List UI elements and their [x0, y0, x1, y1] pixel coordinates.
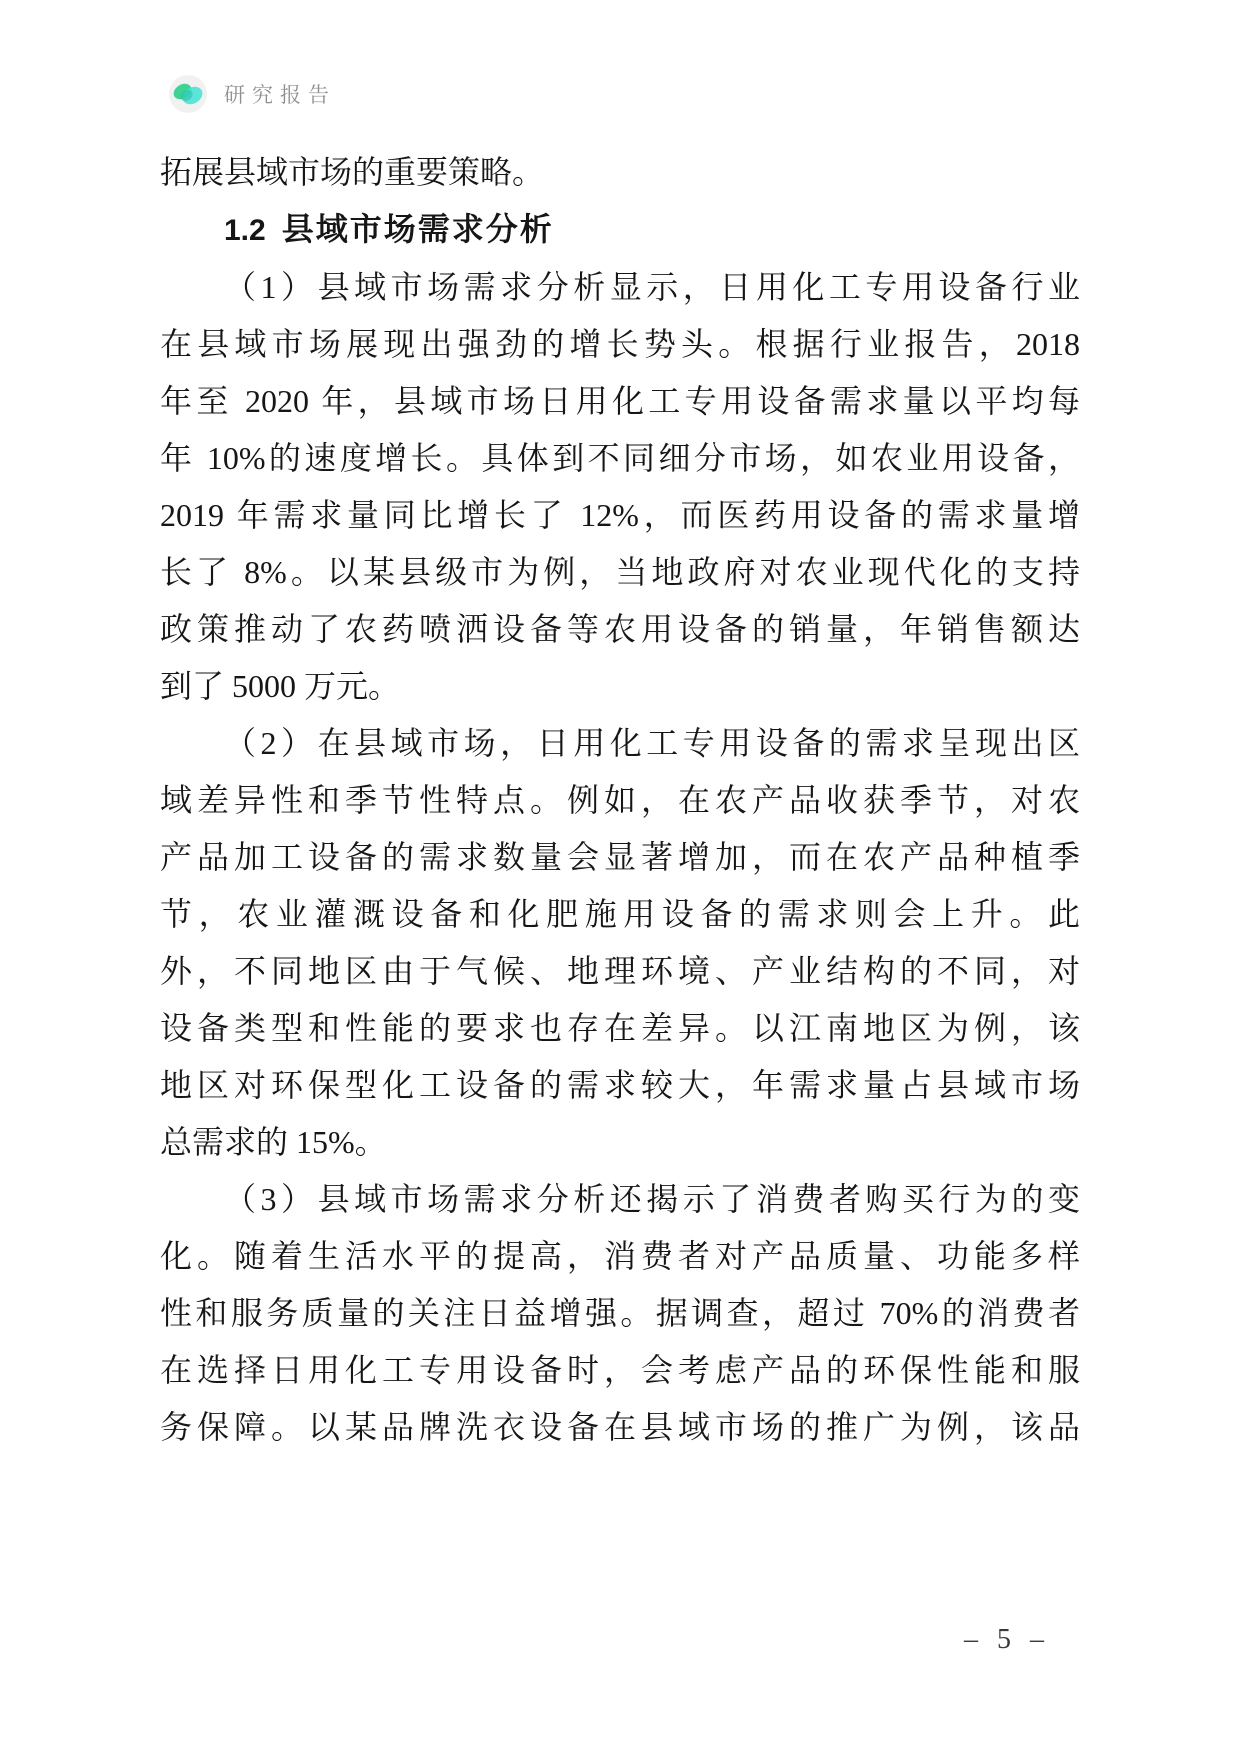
paragraph-line: 设备类型和性能的要求也存在差异。以江南地区为例，该	[160, 1010, 1080, 1046]
paragraph-line: （2）在县域市场，日用化工专用设备的需求呈现出区	[224, 725, 1080, 761]
brand-logo-icon	[168, 74, 208, 114]
paragraph-line: 到了 5000 万元。	[160, 668, 401, 704]
brand-text: 研究报告	[224, 83, 336, 107]
intro-continuation-line: 拓展县域市场的重要策略。	[160, 154, 545, 190]
document-body	[160, 144, 1080, 1456]
paragraph-line: 化。随着生活水平的提高，消费者对产品质量、功能多样	[160, 1238, 1080, 1274]
paragraph-line: 外，不同地区由于气候、地理环境、产业结构的不同，对	[160, 953, 1080, 989]
paragraph-3	[160, 1171, 1080, 1456]
paragraph-line: 节，农业灌溉设备和化肥施用设备的需求则会上升。此	[160, 896, 1080, 932]
paragraph-line: 2019 年需求量同比增长了 12%，而医药用设备的需求量增	[160, 497, 1080, 533]
paragraph-line: 地区对环保型化工设备的需求较大，年需求量占县域市场	[160, 1067, 1080, 1103]
report-brand	[168, 74, 336, 114]
paragraph-line: 年 10%的速度增长。具体到不同细分市场，如农业用设备，	[160, 440, 1080, 476]
paragraph-line: （3）县域市场需求分析还揭示了消费者购买行为的变	[224, 1181, 1080, 1217]
section-title: 县域市场需求分析	[281, 211, 554, 247]
page-number: – 5 –	[964, 1624, 1050, 1655]
section-heading	[160, 201, 1080, 259]
paragraph-2	[160, 715, 1080, 1171]
section-number: 1.2	[224, 214, 266, 247]
paragraph-line: 在选择日用化工专用设备时，会考虑产品的环保性能和服	[160, 1352, 1080, 1388]
paragraph-line: 性和服务质量的关注日益增强。据调查，超过 70%的消费者	[160, 1295, 1080, 1331]
paragraph-line: 产品加工设备的需求数量会显著增加，而在农产品种植季	[160, 839, 1080, 875]
paragraph-line: （1）县域市场需求分析显示，日用化工专用设备行业	[224, 269, 1080, 305]
paragraph-line: 在县域市场展现出强劲的增长势头。根据行业报告，2018	[160, 326, 1080, 362]
paragraph-line: 域差异性和季节性特点。例如，在农产品收获季节，对农	[160, 782, 1080, 818]
paragraph-line: 长了 8%。以某县级市为例，当地政府对农业现代化的支持	[160, 554, 1080, 590]
paragraph-line: 年至 2020 年，县域市场日用化工专用设备需求量以平均每	[160, 383, 1080, 419]
paragraph-line: 务保障。以某品牌洗衣设备在县域市场的推广为例，该品	[160, 1409, 1080, 1445]
paragraph-line: 总需求的 15%。	[160, 1124, 387, 1160]
paragraph-line: 政策推动了农药喷洒设备等农用设备的销量，年销售额达	[160, 611, 1080, 647]
paragraph-1	[160, 259, 1080, 715]
